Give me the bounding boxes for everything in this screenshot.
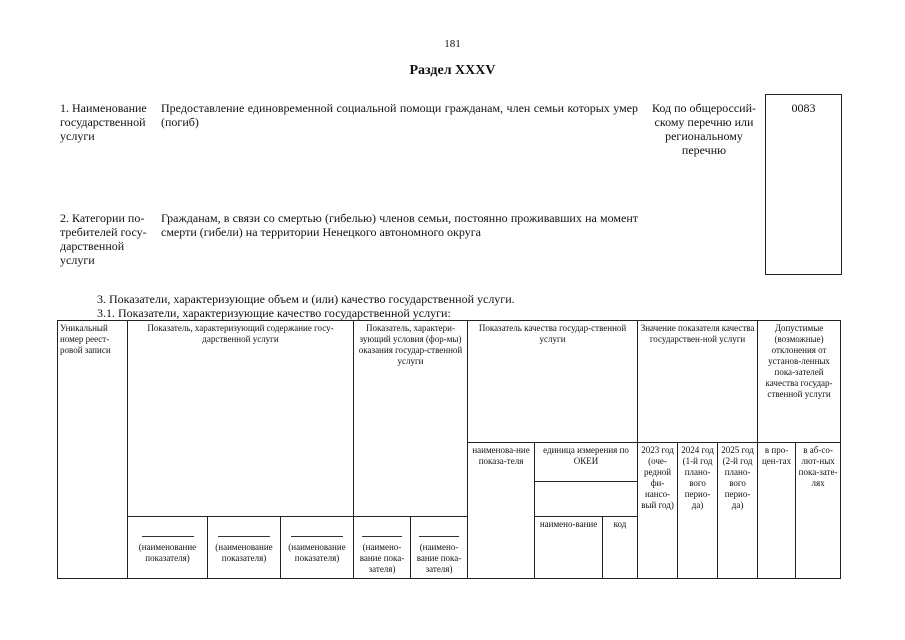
section-title: Раздел XXXV — [409, 63, 496, 78]
col-quality-name: наименова-ние показа-теля — [468, 443, 535, 579]
code-label — [646, 101, 762, 157]
blank-line — [362, 536, 402, 537]
blank-line — [142, 536, 194, 537]
condition-subcol-1 — [354, 517, 411, 579]
code-box — [765, 94, 842, 275]
subcol-label: (наимено-вание пока-зателя) — [359, 542, 405, 574]
content-subcol-1 — [128, 517, 208, 579]
label-line: скому перечню или — [654, 115, 754, 129]
label-line: услуги — [60, 253, 95, 267]
page-number: 181 — [444, 38, 461, 50]
label-line: услуги — [60, 129, 95, 143]
col-quality-indicator: Показатель качества государ-ственной услуги — [468, 321, 638, 443]
subcol-label: (наименование показателя) — [288, 542, 346, 563]
subcol-label: (наимено-вание пока-зателя) — [416, 542, 462, 574]
blank-line — [419, 536, 459, 537]
col-year-2023: 2023 год (оче-редной фи-нансо-вый год) — [638, 443, 678, 579]
label-line: государственной — [60, 115, 146, 129]
col-quality-value: Значение показателя качества государствен-ной услуги — [638, 321, 758, 443]
condition-subcol-2 — [411, 517, 468, 579]
col-year-2025: 2025 год (2-й год плано-вого перио-да) — [718, 443, 758, 579]
section-3-heading: 3. Показатели, характеризующие объем и (или) качество государственной услуги. — [97, 292, 515, 306]
label-line: 2. Категории по- — [60, 211, 145, 225]
label-line: требителей госу- — [60, 225, 147, 239]
label-line: дарственной — [60, 239, 125, 253]
col-condition-indicator: Показатель, характери-зующий условия (фор-мы) оказания государ-ственной услуги — [354, 321, 468, 517]
blank-line — [291, 536, 343, 537]
section-3-1-heading: 3.1. Показатели, характеризующие качество государственной услуги: — [97, 306, 451, 320]
service-name-label — [60, 101, 160, 143]
col-unique-number: Уникальный номер реест-ровой записи — [58, 321, 128, 579]
quality-indicators-table — [57, 320, 841, 579]
label-line: региональному — [665, 129, 743, 143]
content-subcol-2 — [208, 517, 281, 579]
okei-unit-code: код — [603, 517, 638, 579]
col-deviation-absolute: в аб-со-лют-ных пока-зате-лях — [796, 443, 841, 579]
content-subcol-3 — [281, 517, 354, 579]
col-content-indicator: Показатель, характеризующий содержание госу-дарственной услуги — [128, 321, 354, 517]
subcol-label: (наименование показателя) — [138, 542, 197, 563]
service-name-value: Предоставление единовременной социальной помощи гражданам, член семьи которых умер (погиб) — [161, 101, 638, 129]
label-line: перечню — [681, 143, 727, 157]
col-allowed-deviation: Допустимые (возможные) отклонения от установ-ленных пока-зателей качества государ-ственной услуги — [758, 321, 841, 443]
col-okei-unit — [535, 443, 638, 517]
consumer-category-value: Гражданам, в связи со смертью (гибелью) членов семьи, постоянно проживавших на момент смерти (гибели) на территории Ненецкого автономного округа — [161, 211, 638, 239]
col-deviation-percent: в про-цен-тах — [758, 443, 796, 579]
okei-unit-header: единица измерения по ОКЕИ — [535, 443, 637, 482]
label-line: 1. Наименование — [60, 101, 147, 115]
subcol-label: (наименование показателя) — [215, 542, 273, 563]
col-year-2024: 2024 год (1-й год плано-вого перио-да) — [678, 443, 718, 579]
consumer-category-label — [60, 211, 160, 267]
code-value: 0083 — [791, 101, 816, 115]
label-line: Код по общероссий- — [651, 101, 757, 115]
blank-line — [218, 536, 270, 537]
okei-unit-name: наимено-вание — [535, 517, 603, 579]
